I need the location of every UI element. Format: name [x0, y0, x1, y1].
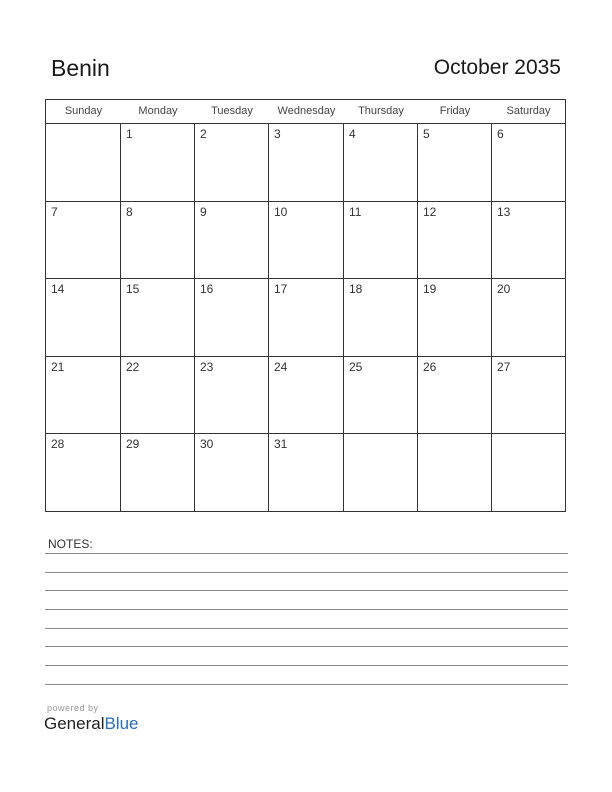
note-line [45, 553, 568, 554]
day-number: 28 [51, 437, 65, 452]
day-number: 23 [200, 359, 214, 374]
day-number: 30 [200, 437, 214, 452]
powered-by-text: powered by [47, 703, 99, 713]
day-number: 9 [200, 204, 207, 219]
day-cell [195, 357, 269, 435]
day-number: 29 [126, 437, 140, 452]
day-number: 18 [349, 282, 363, 297]
day-cell [46, 124, 121, 202]
day-number: 17 [274, 282, 288, 297]
weekday-label-thursday: Thursday [358, 105, 404, 117]
weekday-label-sunday: Sunday [64, 105, 103, 117]
day-cell [195, 202, 269, 280]
notes-label: NOTES: [48, 537, 93, 551]
day-cell [121, 124, 195, 202]
day-cell [344, 279, 418, 357]
note-line [45, 628, 568, 629]
day-cell [121, 202, 195, 280]
day-cell [121, 279, 195, 357]
day-cell [46, 357, 121, 435]
weekday-header-row [46, 100, 565, 124]
day-number: 16 [200, 282, 214, 297]
brand-name-blue: Blue [104, 714, 139, 733]
day-number: 24 [274, 359, 288, 374]
day-number: 15 [126, 282, 140, 297]
day-number: 31 [274, 437, 288, 452]
day-number: 4 [349, 127, 356, 141]
note-line [45, 665, 568, 666]
calendar-grid [45, 99, 566, 512]
day-number: 22 [126, 359, 140, 374]
day-cell [492, 279, 565, 357]
day-cell [418, 124, 492, 202]
day-cell [418, 434, 492, 512]
day-number: 5 [423, 127, 430, 141]
day-cell [492, 124, 565, 202]
brand-logo [44, 703, 139, 734]
day-cell [46, 434, 121, 512]
day-number: 14 [51, 282, 65, 297]
day-cell [492, 357, 565, 435]
day-cell [195, 434, 269, 512]
day-cell [195, 279, 269, 357]
day-cell [418, 279, 492, 357]
day-cell [269, 124, 344, 202]
day-cell [269, 279, 344, 357]
day-cell [492, 202, 565, 280]
day-cell [195, 124, 269, 202]
day-cell [121, 357, 195, 435]
day-number: 3 [274, 127, 281, 141]
brand-name [44, 714, 139, 734]
day-cell [46, 279, 121, 357]
note-line [45, 572, 568, 573]
note-line [45, 646, 568, 647]
day-cell [269, 434, 344, 512]
brand-name-general: General [44, 714, 105, 733]
note-line [45, 590, 568, 591]
day-number: 10 [274, 204, 288, 219]
day-number: 2 [200, 127, 207, 141]
weekday-label-monday: Monday [138, 105, 178, 117]
day-number: 11 [349, 204, 362, 219]
day-cell [269, 357, 344, 435]
day-number: 27 [497, 359, 511, 374]
day-number: 8 [126, 204, 133, 219]
day-cell [344, 434, 418, 512]
day-number: 6 [497, 127, 504, 141]
day-number: 13 [497, 204, 511, 219]
day-cell [418, 357, 492, 435]
weekday-label-tuesday: Tuesday [211, 105, 253, 117]
month-year-title: October 2035 [433, 56, 561, 79]
weekday-label-friday: Friday [439, 105, 471, 117]
day-cell [269, 202, 344, 280]
note-line [45, 684, 568, 685]
day-cell [492, 434, 565, 512]
day-number: 21 [51, 359, 65, 374]
day-cell [344, 357, 418, 435]
day-number: 7 [51, 204, 58, 219]
weekday-label-wednesday: Wednesday [277, 105, 336, 117]
weekday-label-saturday: Saturday [506, 105, 551, 117]
day-cell [418, 202, 492, 280]
day-cell [121, 434, 195, 512]
day-cell [344, 202, 418, 280]
country-title: Benin [51, 55, 110, 81]
day-number: 26 [423, 359, 437, 374]
day-cell [46, 202, 121, 280]
day-number: 20 [497, 282, 511, 297]
note-line [45, 609, 568, 610]
day-number: 12 [423, 204, 437, 219]
day-number: 19 [423, 282, 437, 297]
day-number: 1 [126, 127, 133, 141]
day-number: 25 [349, 359, 363, 374]
day-cell [344, 124, 418, 202]
